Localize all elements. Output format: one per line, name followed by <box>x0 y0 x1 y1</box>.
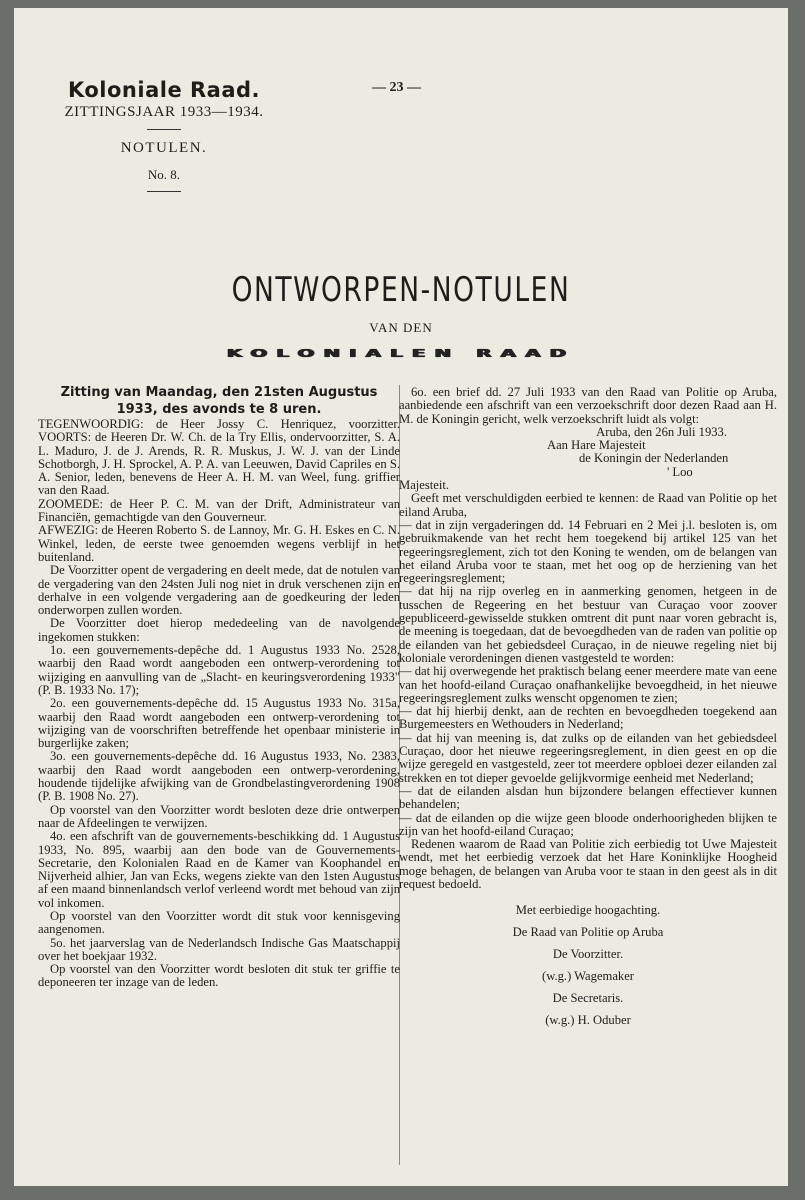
incoming-item-1: 1o. een gouvernements-depêche dd. 1 Augustus 1933 No. 2528, waarbij den Raad wordt aangeboden een ontwerp-verordening tot wijziging en aanvulling van de „Slacht- en keuringsverordening 1933" (P. B. 1933 No. 17); <box>38 643 400 697</box>
incoming-item-2: 2o. een gouvernements-depêche dd. 15 Augustus 1933 No. 315a, waarbij den Raad wordt aangeboden een ontwerp-verordening tot wijziging van de voorschriften betreffende het openbaar ministerie in burgerlijke zaken; <box>38 696 400 751</box>
letter-date: Aruba, den 26n Juli 1933. <box>596 424 727 439</box>
signature-block <box>399 899 777 1031</box>
letter-paragraph: — dat hij hierbij denkt, aan de rechten en bevoegdheden toegekend aan Burgemeesters en Wethouders in Nederland; <box>399 704 777 732</box>
right-column <box>399 386 777 1031</box>
divider <box>147 129 181 130</box>
letter-salutation: Majesteit. <box>399 478 450 493</box>
letter-paragraph: — dat de eilanden alsdan hun bijzondere belangen effectiever kunnen behandelen; <box>399 783 777 812</box>
incoming-item-4: 4o. een afschrift van de gouvernements-beschikking dd. 1 Augustus 1933, No. 895, waarbij aan den bode van de Gouvernements-Secretarie, den Kolonialen Raad en de Kamer van Koophandel en Nijverheid alhier, Jan van Ecks, wegens ziekte van den 1sten Augustus af een maand binnenlandsch verlof verleend wordt met behoud van zijn vol inkomen. <box>38 829 400 910</box>
main-title: ONTWORPEN-NOTULEN <box>231 270 571 310</box>
letter-paragraph: Redenen waarom de Raad van Politie zich eerbiedig tot Uwe Majesteit wendt, met het eerbiedig verzoek dat het Hare Koninklijke Hoogheid moge behagen, de belangen van Aruba voor te staan in den geest als in dit request bedoeld. <box>399 837 777 891</box>
letter-paragraph: — dat hij na rijp overleg en in aanmerking genomen, hetgeen in de tusschen de Regeering en het bestuur van Curaçao voor zoover gepubliceerd-gewisselde stukken omtrent dit punt naar voren gebracht is, de meening is toegedaan, dat de bevoegdheden van de raden van politie op de eilanden van het gebiedsdeel Curaçao, in de nieuwe regeling niet bij koloniale verordeningen dienen vastgesteld te worden: <box>399 584 777 665</box>
decision-paragraph: Op voorstel van den Voorzitter wordt besloten deze drie ontwerpen naar de Afdeelingen te verwijzen. <box>38 802 400 830</box>
decision-paragraph: Op voorstel van den Voorzitter wordt dit stuk voor kennisgeving aangenomen. <box>38 908 400 937</box>
incoming-item-3: 3o. een gouvernements-depêche dd. 16 Augustus 1933, No. 2383, waarbij den Raad wordt aangeboden een ontwerp-verordening, houdende tijdelijke afwijking van de Grondbelastingverordening 1908 (P. B. 1908 No. 27). <box>38 749 400 804</box>
masthead <box>54 78 274 200</box>
council-heading: Koloniale Raad. <box>67 78 261 102</box>
letter-address: de Koningin der Nederlanden <box>579 451 729 466</box>
notulen-label: NOTULEN. <box>120 140 208 156</box>
opening-paragraph: De Voorzitter opent de vergadering en deelt mede, dat de notulen van de vergadering van den 24sten Juli nog niet in druk verschenen zijn en derhalve in een volgende vergadering aan de goedkeuring der leden onderworpen zullen worden. <box>38 563 400 618</box>
council-name-banner: KOLONIALEN RAAD <box>226 346 576 360</box>
decision-paragraph: Op voorstel van den Voorzitter wordt besloten dit stuk ter griffie te deponeeren ter inzage van de leden. <box>38 962 400 990</box>
zoomede-paragraph: ZOOMEDE: de Heer P. C. M. van der Drift, Administrateur van Financiën, gemachtigde van den Gouverneur. <box>38 496 400 525</box>
letter-paragraph: — dat hij overwegende het praktisch belang eener meerdere mate van eene van het hoofd-eiland Curaçao onafhankelijke bevoegdheid, in het nieuwe regeeringsreglement zulks wenscht opgenomen te zien; <box>399 664 777 705</box>
incoming-item-6: 6o. een brief dd. 27 Juli 1933 van den Raad van Politie op Aruba, aanbiedende een afschrift van een verzoekschrift door dezen Raad aan H. M. de Koningin gericht, welk verzoekschrift luidt als volgt: <box>399 385 777 426</box>
letter-address: Aan Hare Majesteit <box>547 438 646 453</box>
signature-line: Met eerbiedige hoogachting. <box>515 903 661 918</box>
sitting-heading: Zitting van Maandag, den 21sten Augustus 1933, des avonds te 8 uren. <box>60 385 378 417</box>
incoming-intro: De Voorzitter doet hierop mededeeling van de navolgende ingekomen stukken: <box>38 616 400 644</box>
signature-line: De Voorzitter. <box>552 947 624 962</box>
incoming-item-5: 5o. het jaarverslag van de Nederlandsch Indische Gas Maatschappij over het boekjaar 1932. <box>38 935 400 963</box>
signature-line: De Secretaris. <box>552 991 624 1006</box>
signature-line: De Raad van Politie op Aruba <box>512 925 664 940</box>
present-paragraph: TEGENWOORDIG: de Heer Jossy C. Henriquez, voorzitter. VOORTS: de Heeren Dr. W. Ch. de la Try Ellis, ondervoorzitter, S. A. L. Maduro, J. de J. Arends, R. R. Muskus, J. W. J. van der Linde Schotborgh, J. H. Sprockel, A. P. A. van Leeuwen, David Capriles en S. A. Senior, leden, benevens de Heer A. H. M. van Weel, fung. griffier van den Raad. <box>38 417 400 498</box>
divider <box>147 191 181 192</box>
left-column <box>38 384 400 990</box>
letter-paragraph: Geeft met verschuldigden eerbied te kennen: de Raad van Politie op het eiland Aruba, <box>399 491 777 519</box>
letter-paragraph: — dat de eilanden op die wijze geen bloode onderhoorigheden blijken te zijn van het hoofd-eiland Curaçao; <box>399 810 777 838</box>
signature-line: (w.g.) Wagemaker <box>542 969 634 984</box>
title-van-den: VAN DEN <box>369 320 433 335</box>
letter-paragraph: — dat in zijn vergaderingen dd. 14 Februari en 2 Mei j.l. besloten is, om gebruikmakende van het recht hem toegekend bij artikel 125 van het regeeringsreglement, zich tot den Koning te wenden, om de belangen van het eiland Aruba voor te staan, met het oog op de herziening van het regeeringsreglement; <box>399 517 777 586</box>
letter-address: ' Loo <box>667 464 693 479</box>
letter-paragraph: — dat hij van meening is, dat zulks op de eilanden van het gebiedsdeel Curaçao, door het nieuwe regeeringsreglement, in dien geest en op die wijze geregeld en vastgesteld, zeer tot meerdere opbloei dezer eilanden zal strekken en tot dieper gevoelde gelijkvormige eenheid met Nederland; <box>399 730 777 785</box>
signature-line: (w.g.) H. Oduber <box>545 1013 631 1028</box>
page-number: — 23 — <box>372 80 421 95</box>
session-year: ZITTINGSJAAR 1933—1934. <box>64 104 264 120</box>
document-page <box>14 8 788 1186</box>
absent-paragraph: AFWEZIG: de Heeren Roberto S. de Lannoy, Mr. G. H. Eskes en C. N. Winkel, leden, de eerste twee genoemden wegens verblijf in het buitenland. <box>38 523 400 564</box>
issue-number: No. 8. <box>147 167 181 182</box>
